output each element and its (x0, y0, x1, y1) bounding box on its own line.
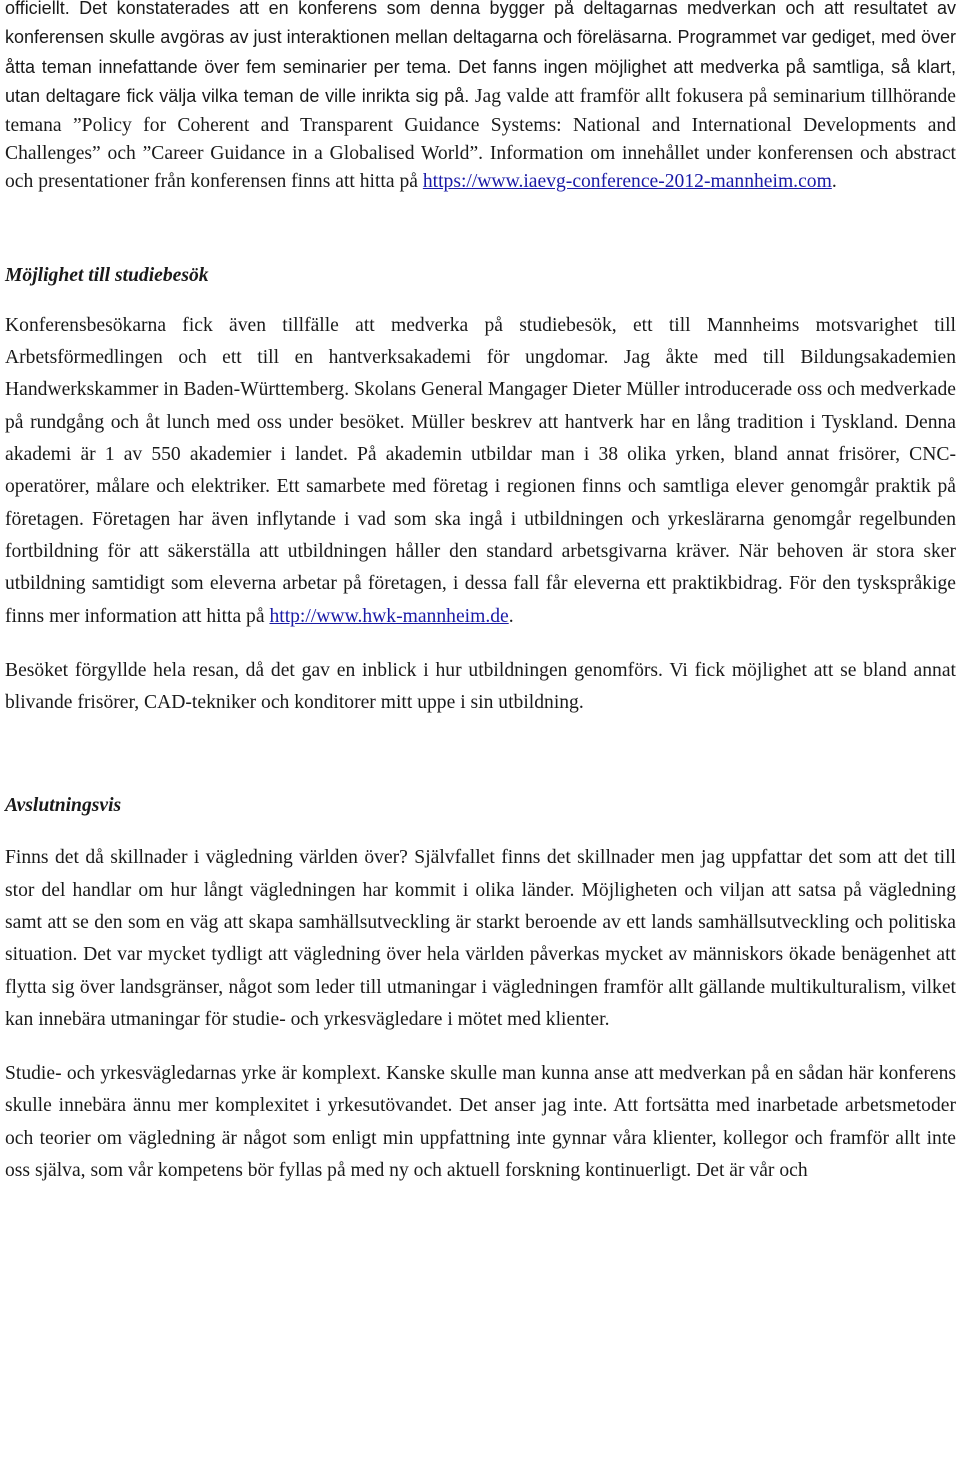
studiebesok-paragraph-end: . (508, 605, 514, 627)
hwk-link[interactable]: http://www.hwk-mannheim.de (269, 605, 509, 627)
studiebesok-paragraph (5, 310, 956, 633)
intro-paragraph-sans-part: officiellt. Det konstaterades att en konferens som denna bygger på deltagarnas medverkan och att resultatet av konferensen skulle avgöras av just interaktionen mellan deltagarna och föreläsarna. Programmet var gediget, med över åtta teman innefattande över fem seminarier per tema. Det fanns ingen möjlighet att medverka på samtliga, så klart, utan deltagare fick välja vilka teman de ville inrikta sig på. (5, 0, 956, 107)
studiebesok-paragraph-text: Konferensbesökarna fick även tillfälle att medverka på studiebesök, ett till Mannheims motsvarighet till Arbetsförmedlingen och ett till en hantverksakademi för ungdomar. Jag åkte med till Bildungsakademien Handwerkskammer in Baden-Württemberg. Skolans General Mangager Dieter Müller introducerade oss och medverkade på rundgång och åt lunch med oss under besöket. Müller beskrev att hantverk har en lång tradition i Tyskland. Denna akademi är 1 av 550 akademier i landet. På akademin utbildar man i 38 olika yrken, bland annat frisörer, CNC-operatörer, målare och elektriker. Ett samarbete med företag i regionen finns och samtliga elever genomgår praktik på företagen. Företagen har även inflytande i vad som ska ingå i utbildningen och yrkeslärarna genomgår regelbunden fortbildning för att säkerställa att utbildningen håller den standard arbetsgivarna kräver. När behoven är stora sker utbildning samtidigt som eleverna arbetar på företagen, i dessa fall får eleverna ett praktikbidrag. För den tyskspråkige finns mer information att hitta på (5, 314, 956, 627)
intro-paragraph-serif-part: Jag valde att framför allt fokusera på seminarium tillhörande temana ”Policy for Coherent and Transparent Guidance Systems: National and International Developments and Challenges” och ”Career Guidance in a Globalised World”. Information om innehållet under konferensen och abstract och presentationer från konferensen finns att hitta på (5, 86, 957, 193)
avslutningsvis-paragraph-1: Finns det då skillnader i vägledning världen över? Självfallet finns det skillnader men jag uppfattar det som att det till stor del handlar om hur långt vägledningen har kommit i olika länder. Möjligheten och viljan att satsa på vägledning samt att se den som en väg att skapa samhällsutveckling är starkt beroende av ett lands samhällsutveckling och politiska situation. Det var mycket tydligt att vägledning över hela världen påverkas mycket av människors ökade benägenhet att flytta sig över landsgränser, något som leder till utmaningar i vägledningen framför allt gällande multikulturalism, vilket kan innebära utmaningar för studie- och yrkesvägledare i mötet med klienter. (5, 847, 956, 1030)
document-page (5, 0, 956, 1187)
conference-link[interactable]: https://www.iaevg-conference-2012-mannheim.com (422, 171, 832, 193)
besoket-paragraph: Besöket förgyllde hela resan, då det gav en inblick i hur utbildningen genomförs. Vi fick möjlighet att se bland annat blivande frisörer, CAD-tekniker och konditorer mitt uppe i sin utbildning. (5, 659, 956, 714)
intro-paragraph-end: . (831, 171, 837, 193)
intro-paragraph (5, 0, 956, 197)
heading-studiebesok: Möjlighet till studiebesök (5, 264, 209, 286)
heading-avslutningsvis: Avslutningsvis (5, 795, 122, 817)
avslutningsvis-paragraph-2: Studie- och yrkesvägledarnas yrke är komplext. Kanske skulle man kunna anse att medverkan på en sådan här konferens skulle innebära ännu mer komplexitet i yrkesutövandet. Det anser jag inte. Att fortsätta med inarbetade arbetsmetoder och teorier om vägledning är något som enligt min uppfattning inte gynnar våra klienter, kollegor och framför allt inte oss själva, som vår kompetens bör fyllas på med ny och aktuell forskning kontinuerligt. Det är vår och (5, 1063, 956, 1182)
